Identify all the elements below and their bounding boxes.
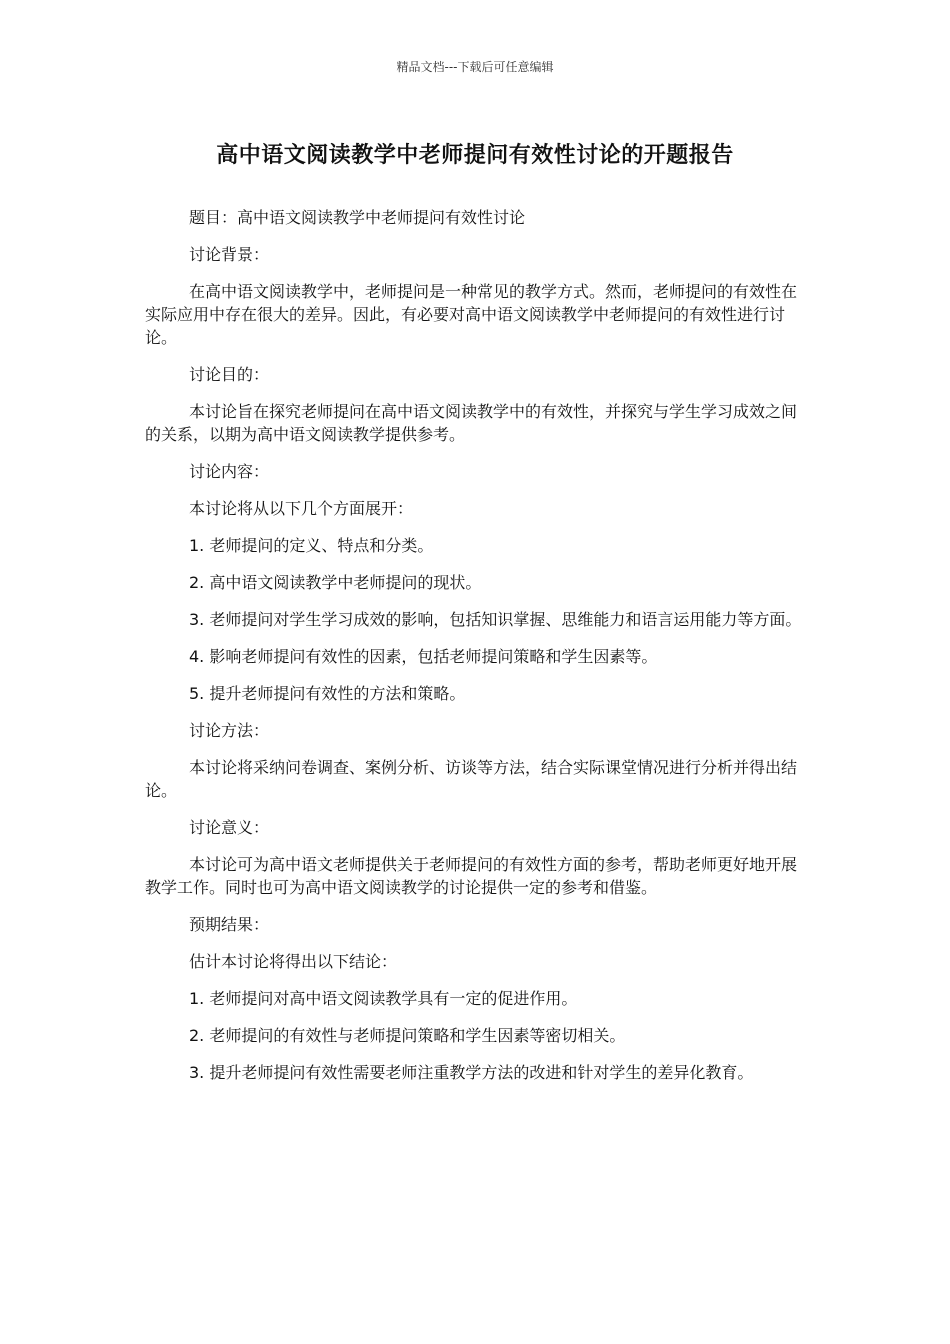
list-item-result-3: 3. 提升老师提问有效性需要老师注重教学方法的改进和针对学生的差异化教育。 [189,1063,754,1082]
heading-purpose: 讨论目的： [189,365,270,384]
paragraph-content-intro: 本讨论将从以下几个方面展开： [189,499,414,518]
list-item-result-2: 2. 老师提问的有效性与老师提问策略和学生因素等密切相关。 [189,1026,626,1045]
list-item-content-2: 2. 高中语文阅读教学中老师提问的现状。 [189,573,482,592]
heading-expected-results: 预期结果： [189,915,270,934]
document-body [145,206,807,1098]
list-item-content-5: 5. 提升老师提问有效性的方法和策略。 [189,684,466,703]
heading-method: 讨论方法： [189,721,270,740]
list-item-result-1: 1. 老师提问对高中语文阅读教学具有一定的促进作用。 [189,989,578,1008]
list-item-content-1: 1. 老师提问的定义、特点和分类。 [189,536,434,555]
heading-background: 讨论背景： [189,245,270,264]
list-item-content-4: 4. 影响老师提问有效性的因素，包括老师提问策略和学生因素等。 [189,647,658,666]
paragraph-method: 本讨论将采纳问卷调查、案例分析、访谈等方法，结合实际课堂情况进行分析并得出结论。 [145,758,798,800]
list-item-content-3: 3. 老师提问对学生学习成效的影响，包括知识掌握、思维能力和语言运用能力等方面。 [189,610,802,629]
page-header-note: 精品文档---下载后可任意编辑 [396,60,554,74]
document-title: 高中语文阅读教学中老师提问有效性讨论的开题报告 [216,143,734,168]
paragraph-significance: 本讨论可为高中语文老师提供关于老师提问的有效性方面的参考，帮助老师更好地开展教学工作。同时也可为高中语文阅读教学的讨论提供一定的参考和借鉴。 [145,855,798,897]
paragraph-background: 在高中语文阅读教学中，老师提问是一种常见的教学方式。然而，老师提问的有效性在实际应用中存在很大的差异。因此，有必要对高中语文阅读教学中老师提问的有效性进行讨论。 [145,282,798,347]
paragraph-purpose: 本讨论旨在探究老师提问在高中语文阅读教学中的有效性，并探究与学生学习成效之间的关系，以期为高中语文阅读教学提供参考。 [145,402,798,444]
heading-significance: 讨论意义： [189,818,270,837]
paragraph-topic: 题目：高中语文阅读教学中老师提问有效性讨论 [189,208,526,227]
heading-content: 讨论内容： [189,462,270,481]
paragraph-results-intro: 估计本讨论将得出以下结论： [189,952,398,971]
